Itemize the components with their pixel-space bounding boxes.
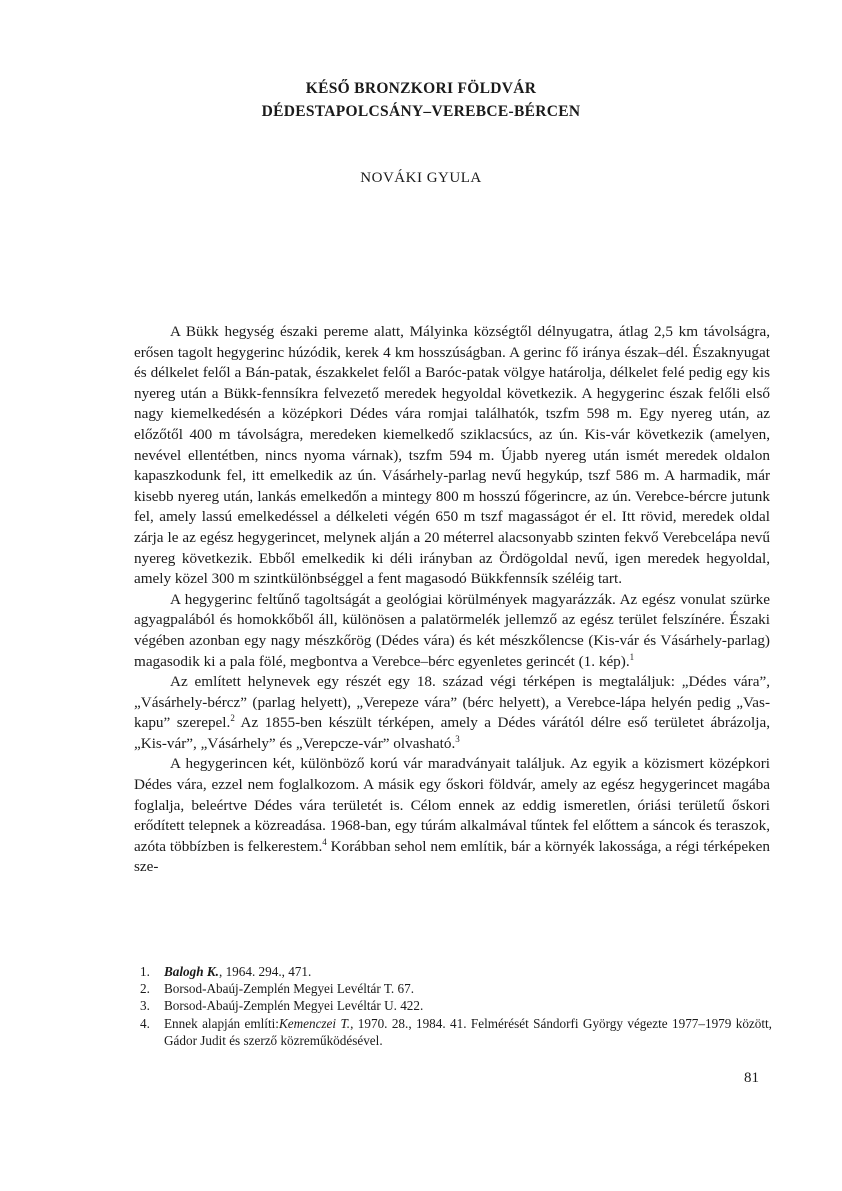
paragraph-4: A hegygerincen két, különböző korú vár maradványait találjuk. Az egyik a közismert középkori Dédes vára, ezzel nem foglalkozom. A másik egy őskori földvár, amely az egész hegygerincet magába foglalja, beleértve Dédes vára területét is. Célom ennek az eddig ismeretlen, óriási területű őskori erődített telepnek a közreadása. 1968-ban, egy túrám alkalmával tűntek fel előttem a sáncok és teraszok, azóta többízben is felkerestem.$^4$ Korábban sehol nem említik, bár a környék lakossága, a régi térképeken sze- — [134, 755, 770, 876]
page-number: 81 — [744, 1070, 759, 1086]
paragraph-1: A Bükk hegység északi pereme alatt, Mályinka községtől délnyugatra, átlag 2,5 km távolságra, erősen tagolt hegygerinc húzódik, kerek 4 km hosszúságban. A gerinc fő iránya észak–dél. Északnyugat és délkelet felől a Bán-patak, északkelet felől a Baróc-patak völgye határolja, délkelet felé pedig egy kis nyereg után a Bükk-fennsíkra felvezető meredek hegyoldal következik. A hegygerinc észak felőli első nagy kiemelkedésén a középkori Dédes vára romjai találhatók, tszfm 598 m. Egy nyereg után, az előzőtől 400 m távolságra, meredeken kiemelkedő sziklacsúcs, az ún. Kis-vár következik (amelyen, nevével ellentétben, nincs nyoma várnak), tszfm 594 m. Újabb nyereg után ismét meredek oldalon kapaszkodunk fel, itt emelkedik az ún. Vásárhely-parlag nevű hegykúp, tszf 586 m. A harmadik, már kisebb nyereg után, lankás emelkedőn a mintegy 800 m hosszú főgerincre, az ún. Verebce-bércre jutunk fel, amely lassú emelkedéssel a délkeleti végén 650 m tszf magasságot ér el. Itt rövid, meredek oldal zárja le az egész hegygerincet, melynek alján a 20 méterrel alacsonyabb szinten fekvő Verebcelápa nevű nyereg következik. Ebből emelkedik ki déli irányban az Ördögoldal nevű, igen meredek hegyoldal, amely közel 300 m szintkülönbséggel a fent magasodó Bükkfennsík széléig tart. — [134, 323, 770, 588]
footnote-1: 1. Balogh K., 1964. 294., 471. — [140, 964, 312, 979]
paragraph-3: Az említett helynevek egy részét egy 18. század végi térképen is megtaláljuk: „Dédes vára”, „Vásárhely-bércz” (parlag helyett), „Verepeze vára” (bérc helyett), a Verebce-lápa helyén pedig „Vas-kapu” szerepel.$^2$ Az 1855-ben készült térképen, amely a Dédes várától délre eső területet ábrázolja, „Kis-vár”, „Vásárhely” és „Verepcze-vár” olvasható.$^3$ — [134, 673, 770, 752]
footnotes — [140, 963, 772, 1049]
paragraph-2: A hegygerinc feltűnő tagoltságát a geológiai körülmények magyarázzák. Az egész vonulat szürke agyagpalából és homokkőből áll, különösen a palatörmelék jellemző az egész terület felszínére. Északi végében azonban egy nagy mészkőrög (Dédes vára) és két mészkőlencse (Kis-vár és Vásárhely-parlag) magasodik ki a pala fölé, megbontva a Verebce–bérc egyenletes gerincét (1. kép).$^1$ — [134, 590, 770, 670]
author-name: NOVÁKI GYULA — [360, 170, 482, 186]
title-line-2: DÉDESTAPOLCSÁNY–VEREBCE-BÉRCEN — [261, 103, 581, 120]
footnote-2: 2. Borsod-Abaúj-Zemplén Megyei Levéltár T. 67. — [140, 981, 415, 997]
footnote-ref-1: 1 — [629, 651, 635, 662]
footnote-author: Balogh K. — [164, 964, 219, 979]
footnote-3: 3. Borsod-Abaúj-Zemplén Megyei Levéltár U. 422. — [140, 998, 424, 1014]
footnote-ref-4: 4 — [322, 836, 327, 847]
article-body — [134, 322, 770, 878]
footnote-ref-2: 2 — [230, 713, 235, 724]
footnote-ref-3: 3 — [455, 733, 460, 744]
title-line-1: KÉSŐ BRONZKORI FÖLDVÁR — [305, 80, 537, 97]
footnote-author: Kemenczei T. — [278, 1015, 351, 1031]
footnote-4: 4. Ennek alapján említi:Kemenczei T., 1970. 28., 1984. 41. Felmérését Sándorfi György végezte 1977–1979 között, Gádor Judit és szerző közreműködésével. — [140, 1015, 772, 1048]
